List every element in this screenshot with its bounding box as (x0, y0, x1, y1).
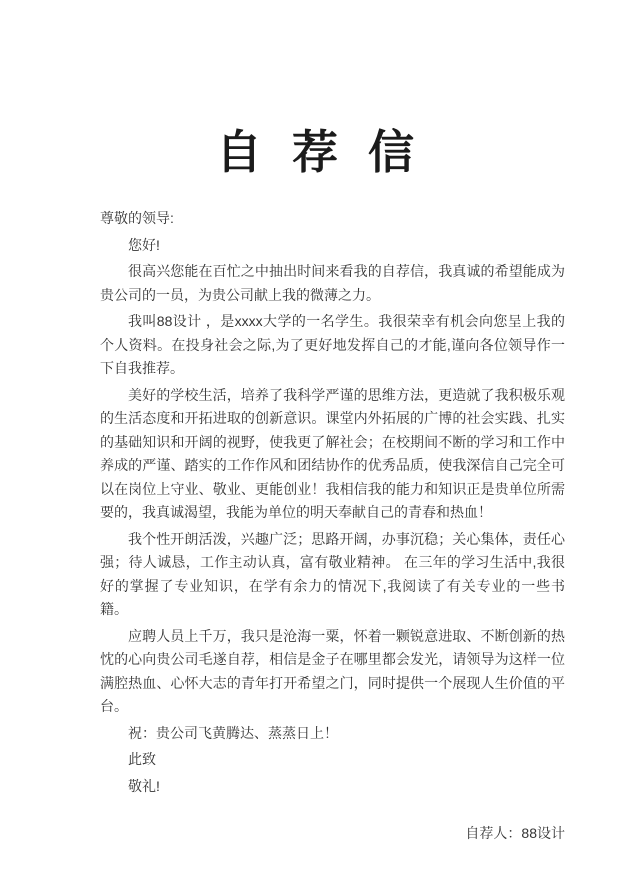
body-paragraph: 我个性开朗活泼，兴趣广泛；思路开阔，办事沉稳；关心集体，责任心强；待人诚恳，工作主动认真，富有敬业精神。 在三年的学习生活中,我很好的掌握了专业知识，在学有余力的情况下,我阅读了有关专业的一些书籍。 (100, 530, 565, 617)
body-paragraph: 很高兴您能在百忙之中抽出时间来看我的自荐信，我真诚的希望能成为贵公司的一员，为贵公司献上我的微薄之力。 (100, 263, 565, 303)
greeting-line: 您好! (128, 236, 160, 253)
body-paragraph: 美好的学校生活，培养了我科学严谨的思维方法，更造就了我积极乐观的生活态度和开拓进取的创新意识。课堂内外拓展的广博的社会实践、扎实的基础知识和开阔的视野，使我更了解社会；在校期间不断的学习和工作中养成的严谨、踏实的工作作风和团结协作的优秀品质，使我深信自己完全可以在岗位上守业、敬业、更能创业！我相信我的能力和知识正是贵单位所需要的，我真诚渴望，我能为单位的明天奉献自己的青春和热血！ (100, 386, 565, 520)
body-paragraph: 应聘人员上千万，我只是沧海一粟，怀着一颗锐意进取、不断创新的热忱的心向贵公司毛遂自荐，相信是金子在哪里都会发光，请领导为这样一位满腔热血、心怀大志的青年打开希望之门，同时提供一个展现人生价值的平台。 (100, 627, 565, 714)
wish-line: 祝：贵公司飞黄腾达、蒸蒸日上！ (128, 724, 338, 741)
closing-cizhi-line: 此致 (128, 751, 156, 767)
body-paragraph: 我叫88设计 ，是xxxx大学的一名学生。我很荣幸有机会向您呈上我的个人资料。在投身社会之际,为了更好地发挥自己的才能,谨向各位领导作一下自我推荐。 (100, 313, 565, 376)
page-title: 自荐信 (216, 126, 444, 178)
letter-body (100, 207, 565, 849)
closing-jingli-line: 敬礼! (128, 777, 160, 794)
signature-line: 自荐人：88设计 (465, 825, 565, 841)
salutation-line: 尊敬的领导: (100, 210, 174, 226)
